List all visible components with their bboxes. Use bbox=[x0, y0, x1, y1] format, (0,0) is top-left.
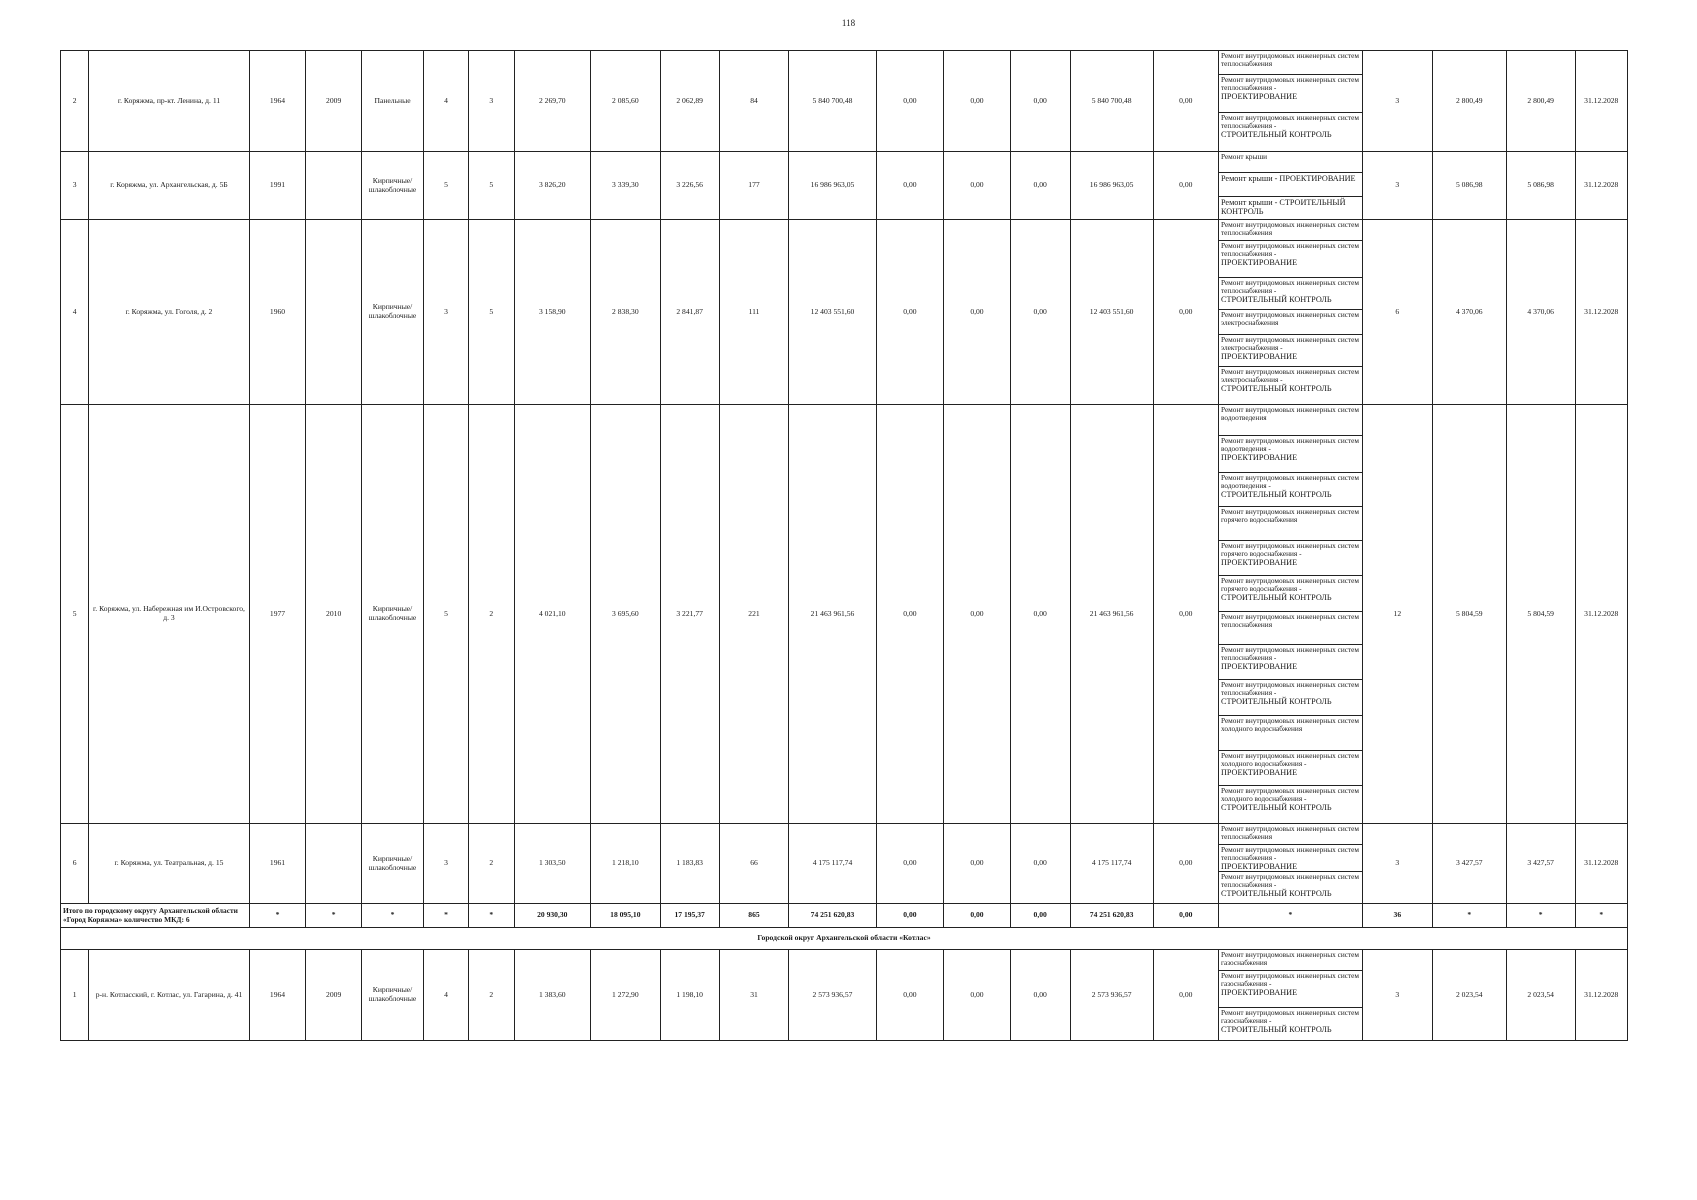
cost-total: 12 403 551,60 bbox=[789, 220, 876, 405]
work-type-text: Ремонт внутридомовых инженерных систем теплоснабжения - bbox=[1220, 75, 1360, 93]
total-work-count: 36 bbox=[1362, 904, 1432, 928]
cost-local: 0,00 bbox=[1010, 405, 1070, 824]
cost-regional: 0,00 bbox=[944, 950, 1011, 1041]
residents: 111 bbox=[719, 220, 789, 405]
work-type-item bbox=[1219, 950, 1362, 971]
work-type-stage: СТРОИТЕЛЬНЫЙ КОНТРОЛЬ bbox=[1220, 803, 1332, 813]
residents: 84 bbox=[719, 51, 789, 152]
year-built: 1977 bbox=[249, 405, 306, 824]
work-type-stage: СТРОИТЕЛЬНЫЙ КОНТРОЛЬ bbox=[1220, 697, 1332, 707]
entrances: 2 bbox=[468, 950, 514, 1041]
work-types-cell bbox=[1218, 220, 1362, 405]
residents: 177 bbox=[719, 152, 789, 220]
cost-local: 0,00 bbox=[1010, 950, 1070, 1041]
work-type-text: Ремонт внутридомовых инженерных систем водоотведения bbox=[1220, 405, 1360, 423]
work-types-cell bbox=[1218, 824, 1362, 904]
work-type-item bbox=[1219, 680, 1362, 716]
page-number: 118 bbox=[841, 18, 856, 28]
total-residents: 865 bbox=[719, 904, 789, 928]
work-type-stage: ПРОЕКТИРОВАНИЕ bbox=[1220, 988, 1298, 998]
work-type-stage: ПРОЕКТИРОВАНИЕ bbox=[1220, 558, 1298, 568]
cost-federal: 0,00 bbox=[876, 950, 944, 1041]
total-cost-local: 0,00 bbox=[1010, 904, 1070, 928]
total-cost-other: 0,00 bbox=[1153, 904, 1218, 928]
row-number: 1 bbox=[61, 950, 89, 1041]
unit-cost: 5 804,59 bbox=[1432, 405, 1506, 824]
work-type-item bbox=[1219, 51, 1362, 75]
unit-cost: 3 427,57 bbox=[1432, 824, 1506, 904]
total-wall-material: * bbox=[361, 904, 423, 928]
total-year-reconstruction: * bbox=[306, 904, 362, 928]
work-count: 3 bbox=[1362, 152, 1432, 220]
total-area: 1 383,60 bbox=[514, 950, 590, 1041]
year-reconstruction: 2009 bbox=[306, 51, 362, 152]
work-count: 3 bbox=[1362, 51, 1432, 152]
work-type-text: Ремонт внутридомовых инженерных систем теплоснабжения bbox=[1220, 51, 1360, 69]
wall-material: Кирпичные/ шлакоблочные bbox=[361, 405, 423, 824]
work-type-stage: СТРОИТЕЛЬНЫЙ КОНТРОЛЬ bbox=[1220, 130, 1332, 140]
total-residential-area: 17 195,37 bbox=[660, 904, 719, 928]
floors: 5 bbox=[424, 152, 469, 220]
work-type-stage: Ремонт крыши - СТРОИТЕЛЬНЫЙ КОНТРОЛЬ bbox=[1220, 198, 1346, 217]
work-type-item bbox=[1219, 541, 1362, 576]
premises-area: 3 695,60 bbox=[590, 405, 660, 824]
table-row bbox=[61, 152, 1628, 220]
building-address: г. Коряжма, ул. Гоголя, д. 2 bbox=[89, 220, 249, 405]
cost-other: 0,00 bbox=[1153, 152, 1218, 220]
work-type-item bbox=[1219, 310, 1362, 335]
cost-owners: 4 175 117,74 bbox=[1070, 824, 1153, 904]
year-built: 1961 bbox=[249, 824, 306, 904]
work-type-text: Ремонт внутридомовых инженерных систем газоснабжения - bbox=[1220, 1008, 1360, 1026]
work-types-cell bbox=[1218, 405, 1362, 824]
building-address: р-н. Котласский, г. Котлас, ул. Гагарина, д. 41 bbox=[89, 950, 249, 1041]
wall-material: Панельные bbox=[361, 51, 423, 152]
completion-date: 31.12.2028 bbox=[1575, 152, 1627, 220]
work-type-text: Ремонт внутридомовых инженерных систем электроснабжения - bbox=[1220, 335, 1360, 353]
row-number: 5 bbox=[61, 405, 89, 824]
cost-regional: 0,00 bbox=[944, 220, 1011, 405]
max-unit-cost: 3 427,57 bbox=[1506, 824, 1575, 904]
cost-federal: 0,00 bbox=[876, 220, 944, 405]
completion-date: 31.12.2028 bbox=[1575, 950, 1627, 1041]
unit-cost: 2 023,54 bbox=[1432, 950, 1506, 1041]
work-count: 3 bbox=[1362, 824, 1432, 904]
work-type-text: Ремонт внутридомовых инженерных систем теплоснабжения - bbox=[1220, 872, 1360, 890]
total-row bbox=[61, 904, 1628, 928]
work-type-text: Ремонт внутридомовых инженерных систем горячего водоснабжения bbox=[1220, 507, 1360, 525]
entrances: 3 bbox=[468, 51, 514, 152]
work-type-stage: ПРОЕКТИРОВАНИЕ bbox=[1220, 92, 1298, 102]
max-unit-cost: 4 370,06 bbox=[1506, 220, 1575, 405]
year-built: 1964 bbox=[249, 950, 306, 1041]
max-unit-cost: 2 800,49 bbox=[1506, 51, 1575, 152]
work-type-stage: СТРОИТЕЛЬНЫЙ КОНТРОЛЬ bbox=[1220, 490, 1332, 500]
work-type-item bbox=[1219, 220, 1362, 241]
entrances: 5 bbox=[468, 152, 514, 220]
total-area: 3 826,20 bbox=[514, 152, 590, 220]
total-area: 3 158,90 bbox=[514, 220, 590, 405]
total-work-types: * bbox=[1218, 904, 1362, 928]
work-type-item bbox=[1219, 405, 1362, 436]
cost-owners: 12 403 551,60 bbox=[1070, 220, 1153, 405]
total-year-built: * bbox=[249, 904, 306, 928]
cost-other: 0,00 bbox=[1153, 51, 1218, 152]
work-type-text: Ремонт внутридомовых инженерных систем газоснабжения - bbox=[1220, 971, 1360, 989]
work-type-item bbox=[1219, 824, 1362, 845]
cost-regional: 0,00 bbox=[944, 51, 1011, 152]
work-type-item bbox=[1219, 845, 1362, 872]
cost-total: 21 463 961,56 bbox=[789, 405, 876, 824]
work-type-item bbox=[1219, 971, 1362, 1008]
work-type-item bbox=[1219, 612, 1362, 645]
row-number: 6 bbox=[61, 824, 89, 904]
year-reconstruction: 2010 bbox=[306, 405, 362, 824]
total-floors: * bbox=[424, 904, 469, 928]
work-type-item bbox=[1219, 75, 1362, 113]
cost-owners: 21 463 961,56 bbox=[1070, 405, 1153, 824]
work-type-text: Ремонт внутридомовых инженерных систем водоотведения - bbox=[1220, 436, 1360, 454]
work-type-stage: ПРОЕКТИРОВАНИЕ bbox=[1220, 768, 1298, 778]
floors: 4 bbox=[424, 51, 469, 152]
work-type-text: Ремонт внутридомовых инженерных систем электроснабжения bbox=[1220, 310, 1360, 328]
work-type-item bbox=[1219, 436, 1362, 473]
max-unit-cost: 5 086,98 bbox=[1506, 152, 1575, 220]
residents: 66 bbox=[719, 824, 789, 904]
residential-area: 3 226,56 bbox=[660, 152, 719, 220]
total-max-unit-cost: * bbox=[1506, 904, 1575, 928]
row-number: 3 bbox=[61, 152, 89, 220]
cost-total: 2 573 936,57 bbox=[789, 950, 876, 1041]
cost-other: 0,00 bbox=[1153, 220, 1218, 405]
work-type-text: Ремонт внутридомовых инженерных систем теплоснабжения - bbox=[1220, 845, 1360, 863]
work-type-text: Ремонт внутридомовых инженерных систем газоснабжения bbox=[1220, 950, 1360, 968]
cost-local: 0,00 bbox=[1010, 824, 1070, 904]
wall-material: Кирпичные/ шлакоблочные bbox=[361, 220, 423, 405]
premises-area: 2 085,60 bbox=[590, 51, 660, 152]
work-type-item bbox=[1219, 473, 1362, 507]
premises-area: 1 218,10 bbox=[590, 824, 660, 904]
work-type-text: Ремонт внутридомовых инженерных систем теплоснабжения - bbox=[1220, 241, 1360, 259]
work-type-item bbox=[1219, 1008, 1362, 1040]
cost-federal: 0,00 bbox=[876, 824, 944, 904]
work-type-stage: СТРОИТЕЛЬНЫЙ КОНТРОЛЬ bbox=[1220, 593, 1332, 603]
residents: 221 bbox=[719, 405, 789, 824]
year-built: 1991 bbox=[249, 152, 306, 220]
cost-regional: 0,00 bbox=[944, 152, 1011, 220]
residential-area: 2 841,87 bbox=[660, 220, 719, 405]
row-number: 4 bbox=[61, 220, 89, 405]
completion-date: 31.12.2028 bbox=[1575, 51, 1627, 152]
work-type-stage: Ремонт крыши - ПРОЕКТИРОВАНИЕ bbox=[1220, 174, 1356, 183]
residential-area: 2 062,89 bbox=[660, 51, 719, 152]
cost-owners: 16 986 963,05 bbox=[1070, 152, 1153, 220]
work-type-item bbox=[1219, 507, 1362, 541]
year-reconstruction: 2009 bbox=[306, 950, 362, 1041]
max-unit-cost: 5 804,59 bbox=[1506, 405, 1575, 824]
cost-regional: 0,00 bbox=[944, 405, 1011, 824]
work-type-text: Ремонт внутридомовых инженерных систем холодного водоснабжения - bbox=[1220, 751, 1360, 769]
completion-date: 31.12.2028 bbox=[1575, 824, 1627, 904]
year-reconstruction bbox=[306, 152, 362, 220]
work-type-item bbox=[1219, 576, 1362, 612]
premises-area: 1 272,90 bbox=[590, 950, 660, 1041]
wall-material: Кирпичные/ шлакоблочные bbox=[361, 152, 423, 220]
work-type-item bbox=[1219, 152, 1362, 173]
total-cost-regional: 0,00 bbox=[944, 904, 1011, 928]
work-type-item bbox=[1219, 197, 1362, 219]
work-type-text: Ремонт внутридомовых инженерных систем теплоснабжения bbox=[1220, 220, 1360, 238]
entrances: 2 bbox=[468, 824, 514, 904]
premises-area: 2 838,30 bbox=[590, 220, 660, 405]
work-type-stage: ПРОЕКТИРОВАНИЕ bbox=[1220, 862, 1298, 872]
building-address: г. Коряжма, ул. Архангельская, д. 5Б bbox=[89, 152, 249, 220]
table-row bbox=[61, 405, 1628, 824]
cost-federal: 0,00 bbox=[876, 152, 944, 220]
residential-area: 3 221,77 bbox=[660, 405, 719, 824]
cost-other: 0,00 bbox=[1153, 824, 1218, 904]
work-type-item bbox=[1219, 716, 1362, 751]
work-type-item bbox=[1219, 751, 1362, 786]
work-type-text: Ремонт внутридомовых инженерных систем теплоснабжения - bbox=[1220, 645, 1360, 663]
work-type-text: Ремонт внутридомовых инженерных систем горячего водоснабжения - bbox=[1220, 576, 1360, 594]
work-type-item bbox=[1219, 113, 1362, 151]
wall-material: Кирпичные/ шлакоблочные bbox=[361, 824, 423, 904]
year-reconstruction bbox=[306, 220, 362, 405]
work-type-stage: СТРОИТЕЛЬНЫЙ КОНТРОЛЬ bbox=[1220, 889, 1332, 898]
cost-local: 0,00 bbox=[1010, 51, 1070, 152]
work-type-text: Ремонт внутридомовых инженерных систем электроснабжения - bbox=[1220, 367, 1360, 385]
work-type-stage: ПРОЕКТИРОВАНИЕ bbox=[1220, 352, 1298, 362]
total-cost-owners: 74 251 620,83 bbox=[1070, 904, 1153, 928]
total-completion-date: * bbox=[1575, 904, 1627, 928]
work-type-text: Ремонт внутридомовых инженерных систем холодного водоснабжения bbox=[1220, 716, 1360, 734]
work-type-text: Ремонт внутридомовых инженерных систем теплоснабжения - bbox=[1220, 680, 1360, 698]
total-area: 2 269,70 bbox=[514, 51, 590, 152]
cost-other: 0,00 bbox=[1153, 950, 1218, 1041]
year-reconstruction bbox=[306, 824, 362, 904]
total-total-area: 20 930,30 bbox=[514, 904, 590, 928]
cost-owners: 2 573 936,57 bbox=[1070, 950, 1153, 1041]
region-header: Городской округ Архангельской области «Котлас» bbox=[61, 928, 1628, 950]
work-type-item bbox=[1219, 872, 1362, 898]
work-type-item bbox=[1219, 786, 1362, 823]
work-type-stage: СТРОИТЕЛЬНЫЙ КОНТРОЛЬ bbox=[1220, 295, 1332, 305]
total-premises-area: 18 095,10 bbox=[590, 904, 660, 928]
cost-local: 0,00 bbox=[1010, 152, 1070, 220]
cost-total: 5 840 700,48 bbox=[789, 51, 876, 152]
work-types-cell bbox=[1218, 152, 1362, 220]
table-row bbox=[61, 950, 1628, 1041]
total-cost-federal: 0,00 bbox=[876, 904, 944, 928]
work-type-text: Ремонт внутридомовых инженерных систем холодного водоснабжения - bbox=[1220, 786, 1360, 804]
work-count: 3 bbox=[1362, 950, 1432, 1041]
region-header-row bbox=[61, 928, 1628, 950]
cost-total: 16 986 963,05 bbox=[789, 152, 876, 220]
work-type-text: Ремонт крыши bbox=[1220, 152, 1267, 161]
work-type-text: Ремонт внутридомовых инженерных систем теплоснабжения bbox=[1220, 824, 1360, 842]
work-count: 6 bbox=[1362, 220, 1432, 405]
total-label: Итого по городскому округу Архангельской области «Город Коряжма» количество МКД: 6 bbox=[61, 904, 250, 928]
unit-cost: 2 800,49 bbox=[1432, 51, 1506, 152]
building-address: г. Коряжма, пр-кт. Ленина, д. 11 bbox=[89, 51, 249, 152]
unit-cost: 5 086,98 bbox=[1432, 152, 1506, 220]
cost-federal: 0,00 bbox=[876, 405, 944, 824]
cost-local: 0,00 bbox=[1010, 220, 1070, 405]
max-unit-cost: 2 023,54 bbox=[1506, 950, 1575, 1041]
work-type-text: Ремонт внутридомовых инженерных систем теплоснабжения bbox=[1220, 612, 1360, 630]
total-area: 1 303,50 bbox=[514, 824, 590, 904]
cost-owners: 5 840 700,48 bbox=[1070, 51, 1153, 152]
work-type-stage: ПРОЕКТИРОВАНИЕ bbox=[1220, 662, 1298, 672]
work-type-text: Ремонт внутридомовых инженерных систем водоотведения - bbox=[1220, 473, 1360, 491]
work-type-item bbox=[1219, 367, 1362, 400]
total-unit-cost: * bbox=[1432, 904, 1506, 928]
entrances: 5 bbox=[468, 220, 514, 405]
repair-program-table bbox=[60, 50, 1628, 1041]
residents: 31 bbox=[719, 950, 789, 1041]
work-type-stage: СТРОИТЕЛЬНЫЙ КОНТРОЛЬ bbox=[1220, 1025, 1332, 1035]
completion-date: 31.12.2028 bbox=[1575, 220, 1627, 405]
cost-regional: 0,00 bbox=[944, 824, 1011, 904]
year-built: 1964 bbox=[249, 51, 306, 152]
building-address: г. Коряжма, ул. Набережная им И.Островского, д. 3 bbox=[89, 405, 249, 824]
building-address: г. Коряжма, ул. Театральная, д. 15 bbox=[89, 824, 249, 904]
table-row bbox=[61, 51, 1628, 152]
work-types-cell bbox=[1218, 950, 1362, 1041]
floors: 5 bbox=[424, 405, 469, 824]
unit-cost: 4 370,06 bbox=[1432, 220, 1506, 405]
residential-area: 1 198,10 bbox=[660, 950, 719, 1041]
work-count: 12 bbox=[1362, 405, 1432, 824]
cost-federal: 0,00 bbox=[876, 51, 944, 152]
work-type-item bbox=[1219, 645, 1362, 680]
floors: 3 bbox=[424, 824, 469, 904]
total-cost-total: 74 251 620,83 bbox=[789, 904, 876, 928]
work-type-item bbox=[1219, 335, 1362, 367]
work-type-stage: ПРОЕКТИРОВАНИЕ bbox=[1220, 258, 1298, 268]
cost-total: 4 175 117,74 bbox=[789, 824, 876, 904]
table-row bbox=[61, 824, 1628, 904]
wall-material: Кирпичные/ шлакоблочные bbox=[361, 950, 423, 1041]
work-type-text: Ремонт внутридомовых инженерных систем теплоснабжения - bbox=[1220, 113, 1360, 131]
total-entrances: * bbox=[468, 904, 514, 928]
row-number: 2 bbox=[61, 51, 89, 152]
work-type-text: Ремонт внутридомовых инженерных систем горячего водоснабжения - bbox=[1220, 541, 1360, 559]
year-built: 1960 bbox=[249, 220, 306, 405]
floors: 4 bbox=[424, 950, 469, 1041]
work-type-item bbox=[1219, 241, 1362, 278]
floors: 3 bbox=[424, 220, 469, 405]
work-type-stage: ПРОЕКТИРОВАНИЕ bbox=[1220, 453, 1298, 463]
work-type-text: Ремонт внутридомовых инженерных систем теплоснабжения - bbox=[1220, 278, 1360, 296]
residential-area: 1 183,83 bbox=[660, 824, 719, 904]
table-row bbox=[61, 220, 1628, 405]
work-type-item bbox=[1219, 173, 1362, 197]
work-types-cell bbox=[1218, 51, 1362, 152]
work-type-item bbox=[1219, 278, 1362, 310]
work-type-stage: СТРОИТЕЛЬНЫЙ КОНТРОЛЬ bbox=[1220, 384, 1332, 394]
entrances: 2 bbox=[468, 405, 514, 824]
completion-date: 31.12.2028 bbox=[1575, 405, 1627, 824]
cost-other: 0,00 bbox=[1153, 405, 1218, 824]
total-area: 4 021,10 bbox=[514, 405, 590, 824]
premises-area: 3 339,30 bbox=[590, 152, 660, 220]
